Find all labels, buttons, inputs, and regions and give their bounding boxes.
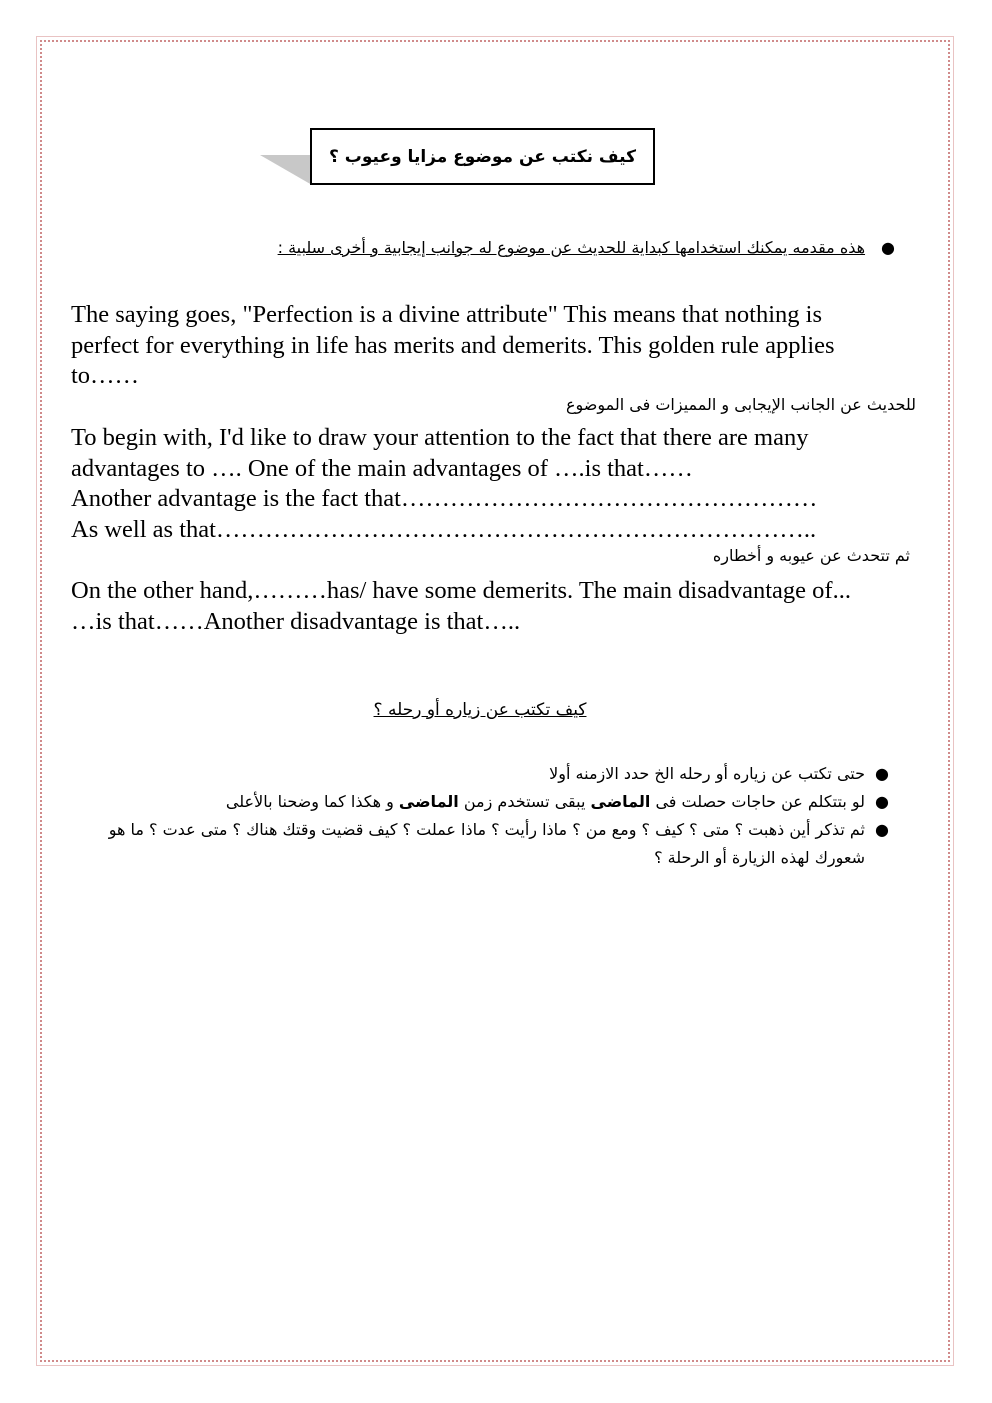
intro-text: هذه مقدمه يمكنك استخدامها كبداية للحديث عن موضوع له جوانب إيجابية و أخرى سلبية : xyxy=(277,238,866,257)
list-item xyxy=(95,788,895,816)
paragraph-1-line: The saying goes, "Perfection is a divine attribute" This means that nothing is xyxy=(71,301,823,328)
paragraph-1-line: to…… xyxy=(71,362,140,389)
paragraph-1 xyxy=(71,300,931,392)
list-item xyxy=(95,760,895,788)
emphasis-past: الماضى xyxy=(590,792,651,811)
bullet-icon: ● xyxy=(875,792,889,811)
paragraph-2 xyxy=(71,423,931,545)
visit-heading: كيف تكتب عن زياره أو رحله ؟ xyxy=(373,700,587,720)
advantages-note: للحديث عن الجانب الإيجابى و المميزات فى الموضوع xyxy=(565,395,916,414)
bullet-icon: ● xyxy=(875,764,889,783)
paragraph-1-line: perfect for everything in life has merits and demerits. This golden rule applies xyxy=(71,331,835,359)
bullet-icon: ● xyxy=(875,820,889,839)
disadvantages-note: ثم تتحدث عن عيوبه و أخطاره xyxy=(712,546,910,565)
paragraph-2-line: Another advantage is the fact that…………………………………………… xyxy=(71,485,818,512)
title-box xyxy=(310,128,655,185)
paragraph-3-line: On the other hand,………has/ have some demerits. The main disadvantage of... xyxy=(71,577,851,604)
visit-bullet-list xyxy=(95,760,895,872)
paragraph-2-line: As well as that……………………………………………………………….. xyxy=(71,515,817,543)
bullet-icon: ● xyxy=(881,238,895,257)
list-item-text: لو بتتكلم عن حاجات حصلت فى الماضى يبقى تستخدم زمن الماضى و هكذا كما وضحنا بالأعلى xyxy=(225,792,865,811)
page-title: كيف نكتب عن موضوع مزايا وعيوب ؟ xyxy=(329,146,636,167)
paragraph-3 xyxy=(71,576,931,637)
paragraph-3-line: …is that……Another disadvantage is that….. xyxy=(71,607,521,635)
list-item-text: ثم تذكر أين ذهبت ؟ متى ؟ كيف ؟ ومع من ؟ ماذا رأيت ؟ ماذا عملت ؟ كيف قضيت وقتك هناك ؟ متى عدت ؟ ما هو شعورك لهذه الزيارة أو الرحلة ؟ xyxy=(108,820,865,867)
paragraph-2-line: advantages to …. One of the main advantages of ….is that…… xyxy=(71,454,693,482)
intro-bullet xyxy=(80,238,895,257)
list-item-text: حتى تكتب عن زياره أو رحله الخ حدد الازمنه أولا xyxy=(549,764,865,783)
paragraph-2-line: To begin with, I'd like to draw your attention to the fact that there are many xyxy=(71,424,809,451)
emphasis-past: الماضى xyxy=(398,792,459,811)
list-item xyxy=(95,816,895,872)
